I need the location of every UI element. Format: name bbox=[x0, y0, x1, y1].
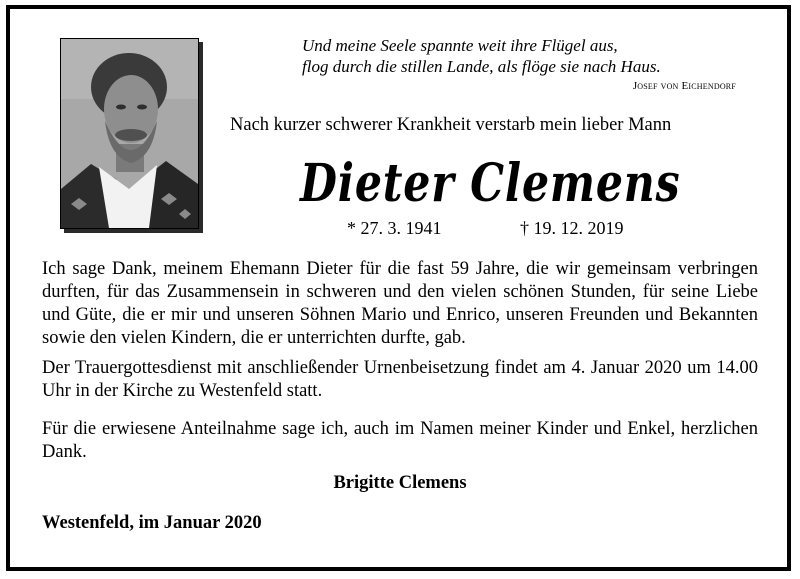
quote-line-2: flog durch die stillen Lande, als flöge sie nach Haus. bbox=[302, 57, 661, 76]
epigraph-quote bbox=[302, 35, 661, 77]
signer-name: Brigitte Clemens bbox=[333, 473, 467, 493]
birth-date: * 27. 3. 1941 bbox=[347, 218, 442, 238]
deceased-name: Dieter Clemens bbox=[300, 153, 681, 214]
place-and-date: Westenfeld, im Januar 2020 bbox=[42, 513, 262, 533]
service-paragraph: Der Trauergottesdienst mit anschließender Urnenbeisetzung findet am 4. Januar 2020 um 14.00 Uhr in der Kirche zu Westenfeld statt. bbox=[42, 358, 758, 401]
intro-sentence: Nach kurzer schwerer Krankheit verstarb mein lieber Mann bbox=[230, 115, 672, 135]
quote-line-1: Und meine Seele spannte weit ihre Flügel aus, bbox=[302, 36, 618, 55]
portrait-photo bbox=[60, 38, 199, 229]
death-date: † 19. 12. 2019 bbox=[520, 218, 624, 238]
thanks-paragraph: Ich sage Dank, meinem Ehemann Dieter für die fast 59 Jahre, die wir gemeinsam verbringen durften, für das Zusammensein in schweren und den vielen schönen Stunden, für seine Liebe und Güte, die er mir und unseren Söhnen Mario und Enrico, unseren Freunden und Bekannten sowie den vielen Kindern, die er unterrichten durfte, gab. bbox=[42, 259, 758, 348]
quote-author: Josef von Eichendorf bbox=[632, 80, 736, 92]
gratitude-paragraph: Für die erwiesene Anteilnahme sage ich, auch im Namen meiner Kinder und Enkel, herzlichen Dank. bbox=[42, 419, 758, 462]
